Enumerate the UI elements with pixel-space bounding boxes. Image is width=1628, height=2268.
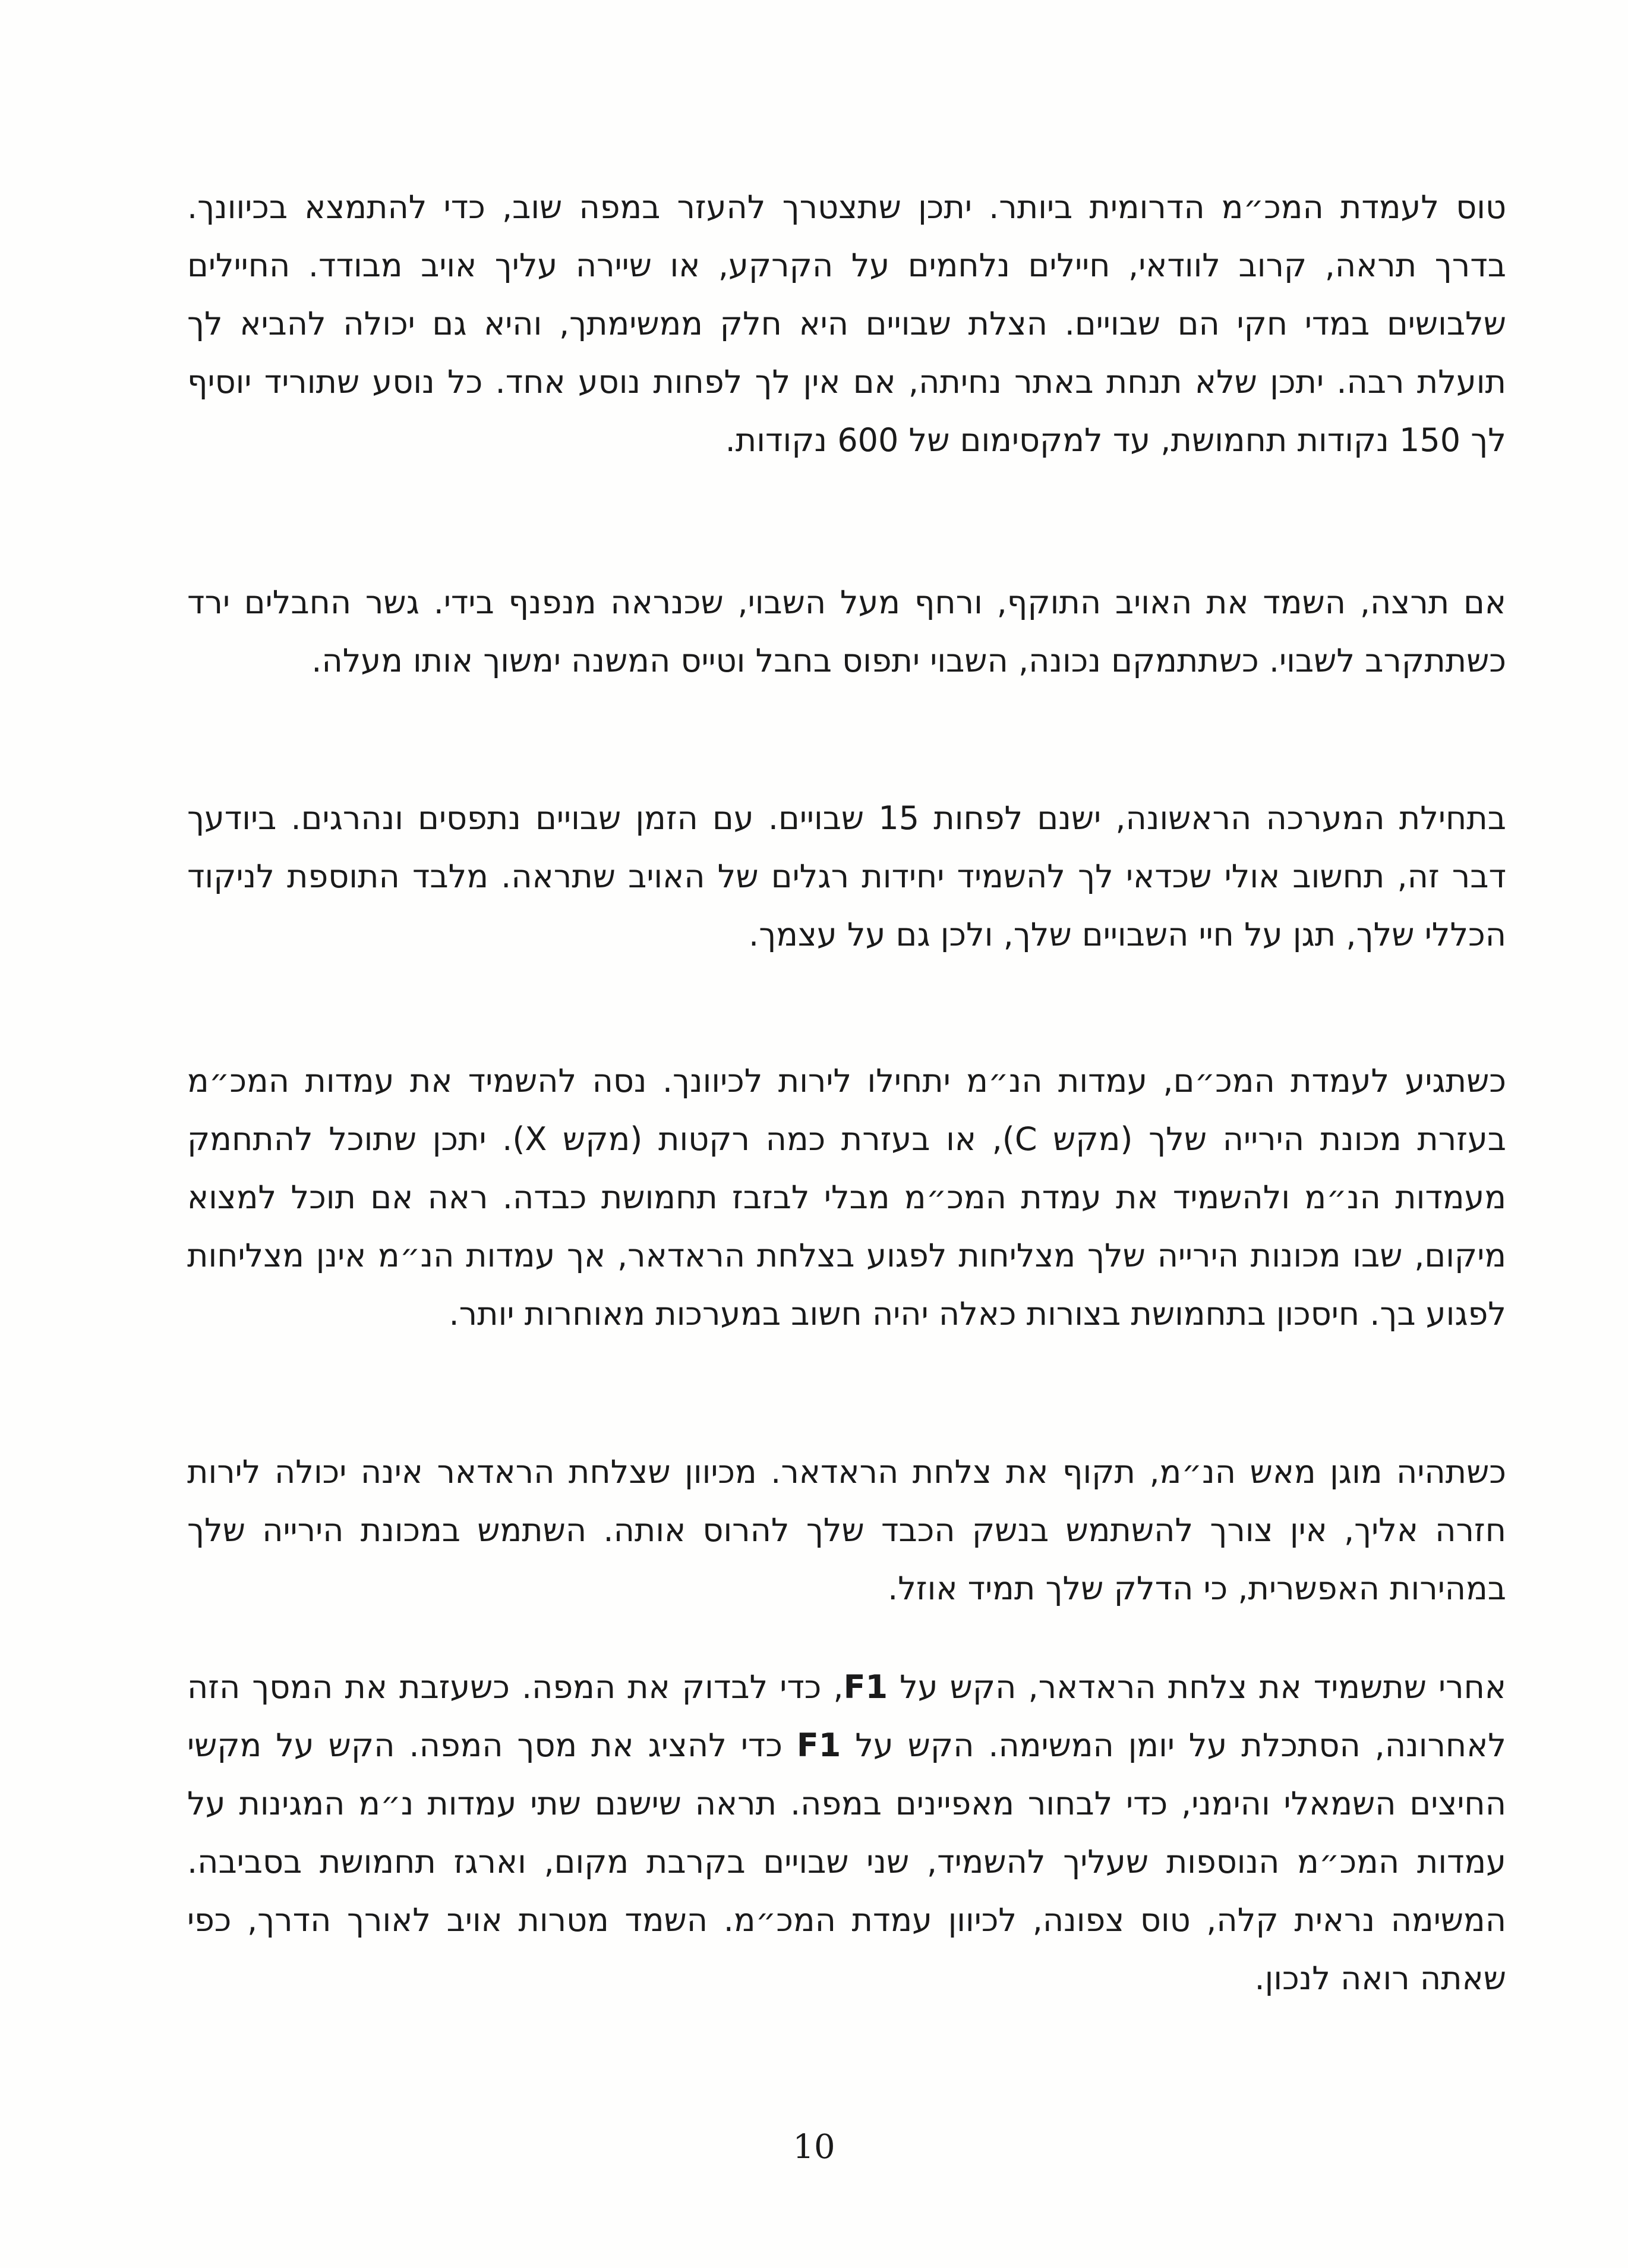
paragraph-4: כשתגיע לעמדת המכ״ם, עמדות הנ״מ יתחילו לירות לכיוונך. נסה להשמיד את עמדות המכ״מ בעזרת מכונת הירייה שלך (מקש C), או בעזרת כמה רקטות (מקש X). יתכן שתוכל להתחמק מעמדות הנ״מ ולהשמיד את עמדת המכ״מ מבלי לבזבז תחמושת כבדה. ראה אם תוכל למצוא מיקום, שבו מכונות הירייה שלך מצליחות לפגוע בצלחת הראדאר, אך עמדות הנ״מ אינן מצליחות לפגוע בך. חיסכון בתחמושת בצורות כאלה יהיה חשוב במערכות מאוחרות יותר. <box>187 1062 1506 1333</box>
paragraph-5: כשתהיה מוגן מאש הנ״מ, תקוף את צלחת הראדאר. מכיוון שצלחת הראדאר אינה יכולה לירות חזרה אליך, אין צורך להשתמש בנשק הכבד שלך להרוס אותה. השתמש במכונת הירייה שלך במהירות האפשרית, כי הדלק שלך תמיד אוזל. <box>187 1453 1506 1607</box>
paragraph-6 <box>187 1658 1506 2008</box>
paragraph-2: אם תרצה, השמד את האויב התוקף, ורחף מעל השבוי, שכנראה מנפנף בידי. גשר החבלים ירד כשתתקרב לשבוי. כשתתמקם נכונה, השבוי יתפוס בחבל וטייס המשנה ימשוך אותו מעלה. <box>187 584 1506 679</box>
f1-key-label: F1 <box>843 1668 888 1706</box>
paragraph-3: בתחילת המערכה הראשונה, ישנם לפחות 15 שבויים. עם הזמן שבויים נתפסים ונהרגים. ביודעך דבר זה, תחשוב אולי שכדאי לך להשמיד יחידות רגלים של האויב שתראה. מלבד התוספת לניקוד הכללי שלך, תגן על חיי השבויים שלך, ולכן גם על עצמך. <box>187 799 1506 953</box>
paragraph-6-part-3: כדי להציג את מסך המפה. הקש על מקשי החיצים השמאלי והימני, כדי לבחור מאפיינים במפה. תראה שישנם שתי עמדות נ״מ המגינות על עמדות המכ״מ הנוספות שעליך להשמיד, שני שבויים בקרבת מקום, וארגז תחמושת בסביבה. המשימה נראית קלה, טוס צפונה, לכיוון עמדת המכ״מ. השמד מטרות אויב לאורך הדרך, כפי שאתה רואה לנכון. <box>187 1727 1506 1997</box>
paragraph-1: טוס לעמדת המכ״מ הדרומית ביותר. יתכן שתצטרך להעזר במפה שוב, כדי להתמצא בכיוונך. בדרך תראה, קרוב לוודאי, חיילים נלחמים על הקרקע, או שיירה עליך אויב מבודד. החיילים שלבושים במדי חקי הם שבויים. הצלת שבויים היא חלק ממשימתך, והיא גם יכולה להביא לך תועלת רבה. יתכן שלא תנחת באתר נחיתה, אם אין לך לפחות נוסע אחד. כל נוסע שתוריד יוסיף לך 150 נקודות תחמושת, עד למקסימום של 600 נקודות. <box>187 188 1506 459</box>
paragraph-6-part-1: אחרי שתשמיד את צלחת הראדאר, הקש על <box>888 1668 1506 1706</box>
page-number: 10 <box>793 2128 835 2166</box>
paragraph-6-part-2: , כדי לבדוק את המפה. כשעזבת את המסך הזה לאחרונה, הסתכלת על יומן המשימה. הקש על <box>187 1668 1506 1764</box>
f1-key-label-second: F1 <box>796 1727 841 1764</box>
